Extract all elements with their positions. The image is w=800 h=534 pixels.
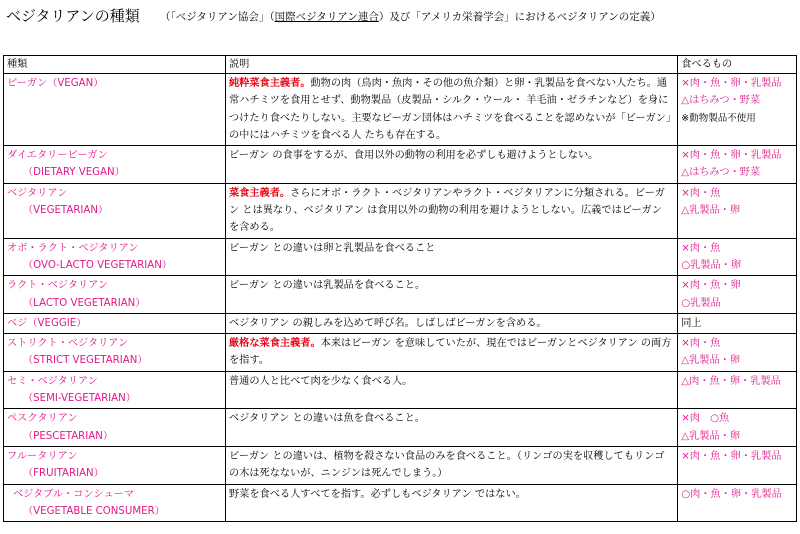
foods-line: △肉・魚・卵・乳製品 bbox=[681, 375, 781, 387]
type-name-en: （VEGETARIAN） bbox=[23, 205, 109, 217]
type-name-jp: セミ・ベジタリアン bbox=[7, 375, 98, 387]
foods-cell bbox=[678, 183, 797, 238]
type-name-jp: ベジタリアン bbox=[7, 187, 68, 199]
type-name-en: （PESCETARIAN） bbox=[23, 430, 114, 442]
type-name-cell bbox=[4, 238, 226, 276]
description-cell bbox=[225, 238, 677, 276]
type-name-cell bbox=[4, 409, 226, 447]
description-cell bbox=[225, 484, 677, 522]
foods-line: ○肉・魚・卵・乳製品 bbox=[681, 488, 782, 500]
foods-line: △はちみつ・野菜 bbox=[681, 167, 761, 179]
foods-line: ×肉・魚・卵・乳製品 bbox=[681, 78, 782, 89]
foods-line: △乳製品・卵 bbox=[681, 430, 741, 442]
table-row bbox=[4, 276, 797, 314]
description-text: 動物の肉（鳥肉・魚肉・その他の魚介類）と卵・乳製品を食べない人たち。通常ハチミツを食用とせず、動物製品（皮製品・シルク・ウール・ 羊毛油・ゼラチンなど）を身につけたり食べたりしない。主要なビーガン団体はハチミツを食べることを認めないが「ビーガン」の中にはハチミツを食べる人 たちも存在する。 bbox=[228, 78, 671, 141]
type-name-en: （FRUITARIAN） bbox=[23, 468, 104, 480]
description-text: ビーガン との違いは乳製品を食べること。 bbox=[228, 280, 426, 292]
type-name-jp: ダイエタリービーガン bbox=[7, 150, 108, 162]
description-cell bbox=[225, 74, 677, 146]
foods-line: △乳製品・卵 bbox=[681, 205, 741, 217]
description-text: ベジタリアン との違いは魚を食べること。 bbox=[228, 413, 425, 425]
foods-line: ×肉・魚・卵・乳製品 bbox=[681, 150, 782, 162]
foods-line: △乳製品・卵 bbox=[681, 355, 741, 367]
foods-cell bbox=[678, 146, 797, 184]
table-header-row bbox=[4, 56, 797, 74]
description-text: 野菜を食べる人すべてを指す。必ずしもベジタリアン ではない。 bbox=[228, 488, 526, 500]
description-highlight: 厳格な菜食主義者。 bbox=[228, 338, 321, 350]
foods-cell bbox=[678, 334, 797, 372]
description-text: さらにオボ・ラクト・ベジタリアンやラクト・ベジタリアンに分類される。ビーガン とは異なり、ベジタリアン は食用以外の動物の利用を避けようとしない。広義ではビーガン を含める。 bbox=[228, 187, 665, 234]
foods-same-as-above: 同上 bbox=[681, 317, 702, 329]
foods-line: ×肉 ○魚 bbox=[681, 413, 730, 425]
description-text: ビーガン との違いは卵と乳製品を食べること bbox=[228, 242, 436, 254]
vegetarian-types-table bbox=[3, 55, 797, 522]
description-highlight: 純粋菜食主義者。 bbox=[228, 78, 311, 89]
column-header-foods: 食べるもの bbox=[678, 56, 797, 74]
description-text: ベジタリアン の親しみを込めて呼び名。しばしばビーガンを含める。 bbox=[228, 317, 547, 329]
type-name-jp: オボ・ラクト・ベジタリアン bbox=[7, 242, 139, 254]
foods-line: ○乳製品 bbox=[681, 297, 721, 309]
foods-line: ×肉・魚・卵・乳製品 bbox=[681, 450, 782, 462]
description-cell bbox=[225, 409, 677, 447]
description-highlight: 菜食主義者。 bbox=[228, 187, 291, 199]
description-text: ビーガン との違いは、植物を殺さない食品のみを食べること。（リンゴの実を収穫してもリンゴの木は死なないが、ニンジンは死んでしまう。） bbox=[228, 450, 665, 480]
type-name-jp: ストリクト・ベジタリアン bbox=[7, 338, 129, 350]
type-name-en: （LACTO VEGETARIAN） bbox=[23, 297, 146, 309]
foods-line: ×肉・魚 bbox=[681, 338, 721, 350]
description-cell bbox=[225, 334, 677, 372]
description-cell bbox=[225, 446, 677, 484]
foods-line: ○乳製品・卵 bbox=[681, 259, 742, 271]
foods-cell bbox=[678, 409, 797, 447]
type-name-jp: フルータリアン bbox=[7, 450, 78, 462]
type-name-cell bbox=[4, 446, 226, 484]
table-row bbox=[4, 484, 797, 522]
table-row bbox=[4, 183, 797, 238]
description-text: ビーガン の食事をするが、食用以外の動物の利用を必ずしも避けようとしない。 bbox=[228, 150, 599, 162]
foods-cell bbox=[678, 238, 797, 276]
type-name-en: （SEMI-VEGETARIAN） bbox=[23, 393, 136, 405]
subtitle-link[interactable]: 国際ベジタリアン連合 bbox=[274, 11, 379, 23]
foods-line: △はちみつ・野菜 bbox=[681, 95, 761, 107]
type-name-cell bbox=[4, 313, 226, 333]
page-subtitle bbox=[160, 9, 661, 25]
type-name-en: （OVO-LACTO VEGETARIAN） bbox=[23, 259, 173, 271]
subtitle-suffix: ）及び「アメリカ栄養学会」におけるベジタリアンの定義） bbox=[378, 11, 661, 23]
description-cell bbox=[225, 183, 677, 238]
type-name-cell bbox=[4, 334, 226, 372]
foods-cell bbox=[678, 276, 797, 314]
description-cell bbox=[225, 371, 677, 409]
type-name-en: （STRICT VEGETARIAN） bbox=[23, 355, 148, 367]
foods-line: ×肉・魚 bbox=[681, 242, 721, 254]
type-name-cell bbox=[4, 183, 226, 238]
type-name-jp: ビーガン（VEGAN） bbox=[7, 78, 104, 89]
table-row bbox=[4, 409, 797, 447]
description-cell bbox=[225, 276, 677, 314]
foods-line: ×肉・魚 bbox=[681, 187, 721, 199]
foods-cell bbox=[678, 484, 797, 522]
table-row bbox=[4, 371, 797, 409]
type-name-jp: ペスクタリアン bbox=[7, 413, 78, 425]
table-row bbox=[4, 74, 797, 146]
table-row bbox=[4, 446, 797, 484]
table-row bbox=[4, 334, 797, 372]
type-name-jp: ベジ（VEGGIE） bbox=[7, 317, 87, 329]
description-text: 本来はビーガン を意味していたが、現在ではビーガンとベジタリアン の両方を指す。 bbox=[228, 338, 672, 367]
foods-cell bbox=[678, 74, 797, 146]
column-header-description: 説明 bbox=[225, 56, 677, 74]
type-name-en: （VEGETABLE CONSUMER） bbox=[23, 505, 165, 517]
description-cell bbox=[225, 146, 677, 184]
table-row bbox=[4, 238, 797, 276]
foods-cell bbox=[678, 371, 797, 409]
foods-cell bbox=[678, 313, 797, 333]
type-name-cell bbox=[4, 74, 226, 146]
subtitle-prefix: （「ベジタリアン協会」（ bbox=[160, 11, 275, 23]
foods-note: ※動物製品不使用 bbox=[681, 112, 756, 124]
description-text: 普通の人と比べて肉を少なく食べる人。 bbox=[228, 375, 413, 387]
page-title: ベジタリアンの種類 bbox=[6, 7, 140, 25]
type-name-jp: ラクト・ベジタリアン bbox=[7, 280, 109, 292]
description-cell bbox=[225, 313, 677, 333]
foods-line: ×肉・魚・卵 bbox=[681, 280, 741, 292]
type-name-en: （DIETARY VEGAN） bbox=[23, 167, 125, 179]
column-header-type: 種類 bbox=[4, 56, 226, 74]
type-name-cell bbox=[4, 146, 226, 184]
type-name-jp: ベジタブル・コンシューマ bbox=[13, 488, 134, 500]
table-row bbox=[4, 146, 797, 184]
type-name-cell bbox=[4, 484, 226, 522]
table-row bbox=[4, 313, 797, 333]
type-name-cell bbox=[4, 371, 226, 409]
type-name-cell bbox=[4, 276, 226, 314]
foods-cell bbox=[678, 446, 797, 484]
